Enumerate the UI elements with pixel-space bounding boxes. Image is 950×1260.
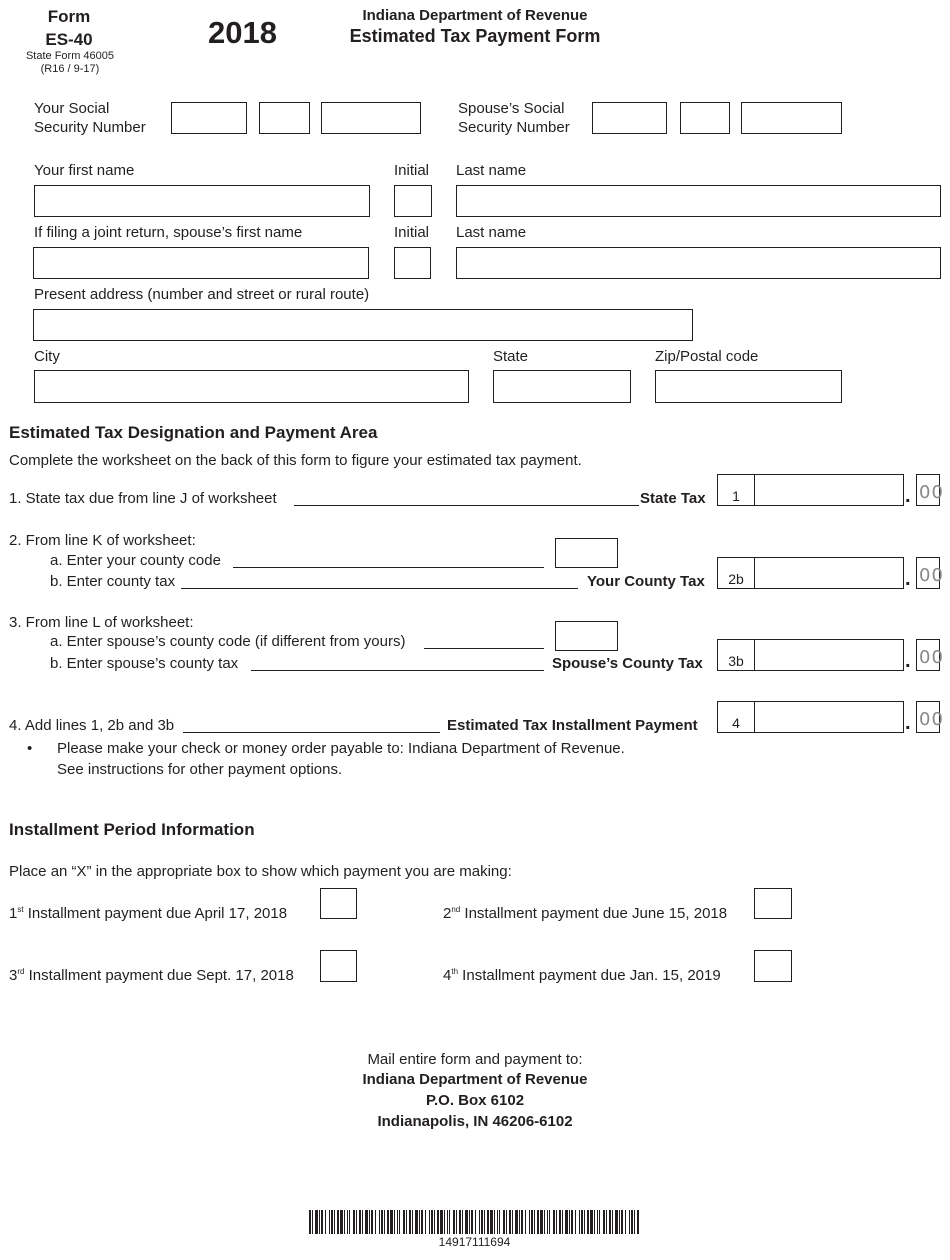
first-name-label: Your first name [34,162,135,179]
mailing-agency: Indiana Department of Revenue [362,1071,588,1088]
barcode-bar [579,1210,580,1234]
line3b-text: b. Enter spouse’s county tax [50,655,239,672]
your-ssn-label-line2: Security Number [34,119,146,136]
form-title: Estimated Tax Payment Form [349,26,601,46]
mailing-city: Indianapolis, IN 46206-6102 [377,1113,573,1130]
installment-2-number: 2 [443,905,452,922]
barcode-bar [359,1210,361,1234]
barcode-number: 14917111694 [438,1235,511,1249]
barcode-bar [571,1210,573,1234]
barcode-bar [481,1210,483,1234]
line4-amount-field[interactable] [754,701,904,733]
barcode-bar [590,1210,593,1234]
barcode-bar [356,1210,357,1234]
form-id: ES-40 [45,30,93,49]
line4-cents-field[interactable] [916,701,944,733]
installment-3-suffix: rd [17,967,25,976]
barcode-bar [469,1210,470,1234]
spouse-last-name-field[interactable] [456,247,941,279]
barcode-bar [529,1210,530,1234]
barcode-bar [334,1210,335,1234]
line4-leader [183,732,440,733]
spouse-ssn-part1-field[interactable] [592,102,667,134]
barcode-bar [531,1210,533,1234]
barcode-bar [497,1210,498,1234]
barcode-bar [562,1210,563,1234]
barcode-bar [315,1210,318,1234]
barcode-bar [329,1210,330,1234]
installment-intro: Place an “X” in the appropriate box to show which payment you are making: [9,863,512,880]
barcode-bar [625,1210,626,1234]
barcode-bar [447,1210,448,1234]
last-name-field[interactable] [456,185,941,217]
barcode-bar [379,1210,380,1234]
line3-label: Spouse’s County Tax [552,655,703,672]
barcode-bar [519,1210,520,1234]
barcode [309,1210,640,1234]
line3-text: 3. From line L of worksheet: [9,614,194,631]
barcode-bar [399,1210,400,1234]
barcode-bar [544,1210,545,1234]
installment-2-text: Installment payment due June 15, 2018 [460,905,728,922]
form-label: Form [47,7,91,26]
your-ssn-part1-field[interactable] [171,102,247,134]
line4-cents: 00 [919,709,944,730]
installment-1-checkbox[interactable] [320,888,357,919]
your-ssn-part2-field[interactable] [259,102,310,134]
barcode-bar [487,1210,489,1234]
barcode-bar [444,1210,445,1234]
line1-code: 1 [732,488,740,504]
barcode-bar [603,1210,605,1234]
spouse-initial-label: Initial [394,224,430,241]
line1-code-box [717,474,754,506]
city-label: City [34,348,60,365]
barcode-bar [331,1210,333,1234]
barcode-bar [456,1210,457,1234]
line2b-leader [181,588,578,589]
barcode-bar [362,1210,363,1234]
barcode-bar [619,1210,620,1234]
barcode-bar [344,1210,345,1234]
spouse-ssn-part2-field[interactable] [680,102,730,134]
installment-4-number: 4 [443,967,452,984]
last-name-label: Last name [456,162,527,179]
barcode-bar [384,1210,385,1234]
tax-year: 2018 [208,15,277,50]
agency-name: Indiana Department of Revenue [362,7,588,24]
barcode-bar [471,1210,473,1234]
barcode-bar [390,1210,393,1234]
barcode-bar [462,1210,463,1234]
state-form-number: State Form 46005 [25,50,115,62]
barcode-bar [429,1210,430,1234]
line3-code-box [717,639,754,671]
barcode-bar [594,1210,595,1234]
line3-cents: 00 [919,647,944,668]
barcode-bar [556,1210,557,1234]
barcode-bar [621,1210,623,1234]
barcode-bar [553,1210,555,1234]
line3b-leader [251,670,544,671]
line3-cents-field[interactable] [916,639,944,671]
barcode-bar [499,1210,500,1234]
barcode-bar [412,1210,413,1234]
barcode-bar [612,1210,613,1234]
installment-4-suffix: th [451,967,459,976]
spouse-first-name-field[interactable] [33,247,369,279]
barcode-bar [569,1210,570,1234]
barcode-bar [584,1210,585,1234]
line1-amount-field[interactable] [754,474,904,506]
first-name-field[interactable] [34,185,370,217]
installment-1-number: 1 [9,905,18,922]
line2a-text: a. Enter your county code [50,552,221,569]
barcode-bar [371,1210,373,1234]
barcode-bar [559,1210,561,1234]
barcode-bar [403,1210,405,1234]
line3-amount-field[interactable] [754,639,904,671]
barcode-bar [475,1210,476,1234]
line1-cents: 00 [919,482,944,503]
spouse-ssn-label-line1: Spouse’s Social [458,100,565,117]
barcode-bar [309,1210,311,1234]
installment-1-suffix: st [17,905,24,914]
barcode-bar [525,1210,526,1234]
line1-label: State Tax [640,490,706,507]
barcode-bar [490,1210,493,1234]
barcode-bar [459,1210,461,1234]
barcode-bar [349,1210,350,1234]
form-revision: (R16 / 9-17) [40,63,100,75]
barcode-bar [484,1210,485,1234]
line2-cents-field[interactable] [916,557,944,589]
initial-label: Initial [394,162,430,179]
barcode-bar [581,1210,583,1234]
barcode-bar [465,1210,468,1234]
barcode-bar [375,1210,376,1234]
barcode-bar [340,1210,343,1234]
barcode-bar [347,1210,348,1234]
barcode-bar [606,1210,607,1234]
barcode-bar [419,1210,420,1234]
barcode-bar [453,1210,455,1234]
mailing-instruction: Mail entire form and payment to: [367,1051,583,1068]
barcode-bar [437,1210,439,1234]
barcode-bar [587,1210,589,1234]
line4-code-box [717,701,754,733]
barcode-bar [537,1210,539,1234]
barcode-bar [549,1210,550,1234]
installment-2-suffix: nd [451,905,461,914]
state-field[interactable] [493,370,631,403]
barcode-bar [609,1210,611,1234]
installment-heading: Installment Period Information [9,820,255,839]
line4-label: Estimated Tax Installment Payment [447,717,698,734]
line3-code: 3b [728,653,744,669]
barcode-bar [312,1210,313,1234]
spouse-ssn-label-line2: Security Number [458,119,570,136]
barcode-bar [434,1210,435,1234]
payment-note-line1: Please make your check or money order payable to: Indiana Department of Revenue. [57,740,625,757]
line1-decimal: . [905,485,911,507]
barcode-bar [565,1210,568,1234]
barcode-bar [506,1210,507,1234]
barcode-bar [409,1210,411,1234]
barcode-bar [509,1210,511,1234]
line2-code: 2b [728,571,744,587]
line2-text: 2. From line K of worksheet: [9,532,196,549]
line2-code-box [717,557,754,589]
designation-intro: Complete the worksheet on the back of this form to figure your estimated tax payment. [9,452,582,469]
line1-cents-field[interactable] [916,474,944,506]
county-code-field[interactable] [555,538,618,568]
barcode-bar [521,1210,523,1234]
designation-heading: Estimated Tax Designation and Payment Area [9,423,378,442]
spouse-first-name-label: If filing a joint return, spouse’s first name [34,224,303,241]
barcode-bar [503,1210,505,1234]
spouse-last-name-label: Last name [456,224,527,241]
state-label: State [493,348,529,365]
barcode-bar [540,1210,543,1234]
barcode-bar [431,1210,433,1234]
line2-label: Your County Tax [587,573,705,590]
mailing-po-box: P.O. Box 6102 [425,1092,525,1109]
zip-label: Zip/Postal code [655,348,759,365]
barcode-bar [479,1210,480,1234]
line4-decimal: . [905,712,911,734]
barcode-bar [369,1210,370,1234]
barcode-bar [597,1210,598,1234]
address-label: Present address (number and street or rural route) [34,286,370,303]
barcode-bar [629,1210,630,1234]
zip-field[interactable] [655,370,842,403]
installment-3-checkbox[interactable] [320,950,357,982]
barcode-bar [397,1210,398,1234]
barcode-bar [440,1210,443,1234]
installment-2-checkbox[interactable] [754,888,792,919]
barcode-bar [575,1210,576,1234]
barcode-bar [353,1210,355,1234]
barcode-bar [615,1210,618,1234]
installment-1-text: Installment payment due April 17, 2018 [23,905,288,922]
barcode-bar [547,1210,548,1234]
line1-leader [294,505,639,506]
line2-cents: 00 [919,565,944,586]
barcode-bar [425,1210,426,1234]
barcode-bar [634,1210,635,1234]
barcode-bar [515,1210,518,1234]
barcode-bar [394,1210,395,1234]
payment-note-line2: See instructions for other payment options. [57,761,343,778]
barcode-bar [494,1210,495,1234]
barcode-bar [325,1210,326,1234]
spouse-county-code-field[interactable] [555,621,618,651]
spouse-initial-field[interactable] [394,247,431,279]
your-ssn-label-line1: Your Social [34,100,110,117]
installment-4-checkbox[interactable] [754,950,792,982]
spouse-ssn-part3-field[interactable] [741,102,842,134]
installment-3-label [9,967,294,984]
barcode-bar [534,1210,535,1234]
line2b-text: b. Enter county tax [50,573,176,590]
line4-text: 4. Add lines 1, 2b and 3b [9,717,175,734]
barcode-bar [365,1210,368,1234]
barcode-bar [387,1210,389,1234]
barcode-bar [321,1210,323,1234]
barcode-bar [599,1210,600,1234]
line1-text: 1. State tax due from line J of worksheet [9,490,277,507]
line3a-leader [424,648,544,649]
initial-field[interactable] [394,185,432,217]
installment-2-label [443,905,727,922]
barcode-bar [381,1210,383,1234]
city-field[interactable] [34,370,469,403]
your-ssn-part3-field[interactable] [321,102,421,134]
barcode-bar [637,1210,639,1234]
barcode-bar [512,1210,513,1234]
installment-4-text: Installment payment due Jan. 15, 2019 [458,967,721,984]
barcode-bar [421,1210,423,1234]
line4-code: 4 [732,715,740,731]
line3a-text: a. Enter spouse’s county code (if different from yours) [50,633,406,650]
barcode-graphic [309,1210,640,1234]
address-field[interactable] [33,309,693,341]
line2-amount-field[interactable] [754,557,904,589]
barcode-bar [319,1210,320,1234]
barcode-bar [337,1210,339,1234]
line2a-leader [233,567,544,568]
line2-decimal: . [905,568,911,590]
barcode-bar [631,1210,633,1234]
note-bullet: • [27,740,33,757]
barcode-bar [415,1210,418,1234]
installment-3-number: 3 [9,967,18,984]
barcode-bar [406,1210,407,1234]
installment-4-label [443,967,721,984]
installment-3-text: Installment payment due Sept. 17, 2018 [24,967,294,984]
barcode-bar [449,1210,450,1234]
line3-decimal: . [905,650,911,672]
installment-1-label [9,905,287,922]
